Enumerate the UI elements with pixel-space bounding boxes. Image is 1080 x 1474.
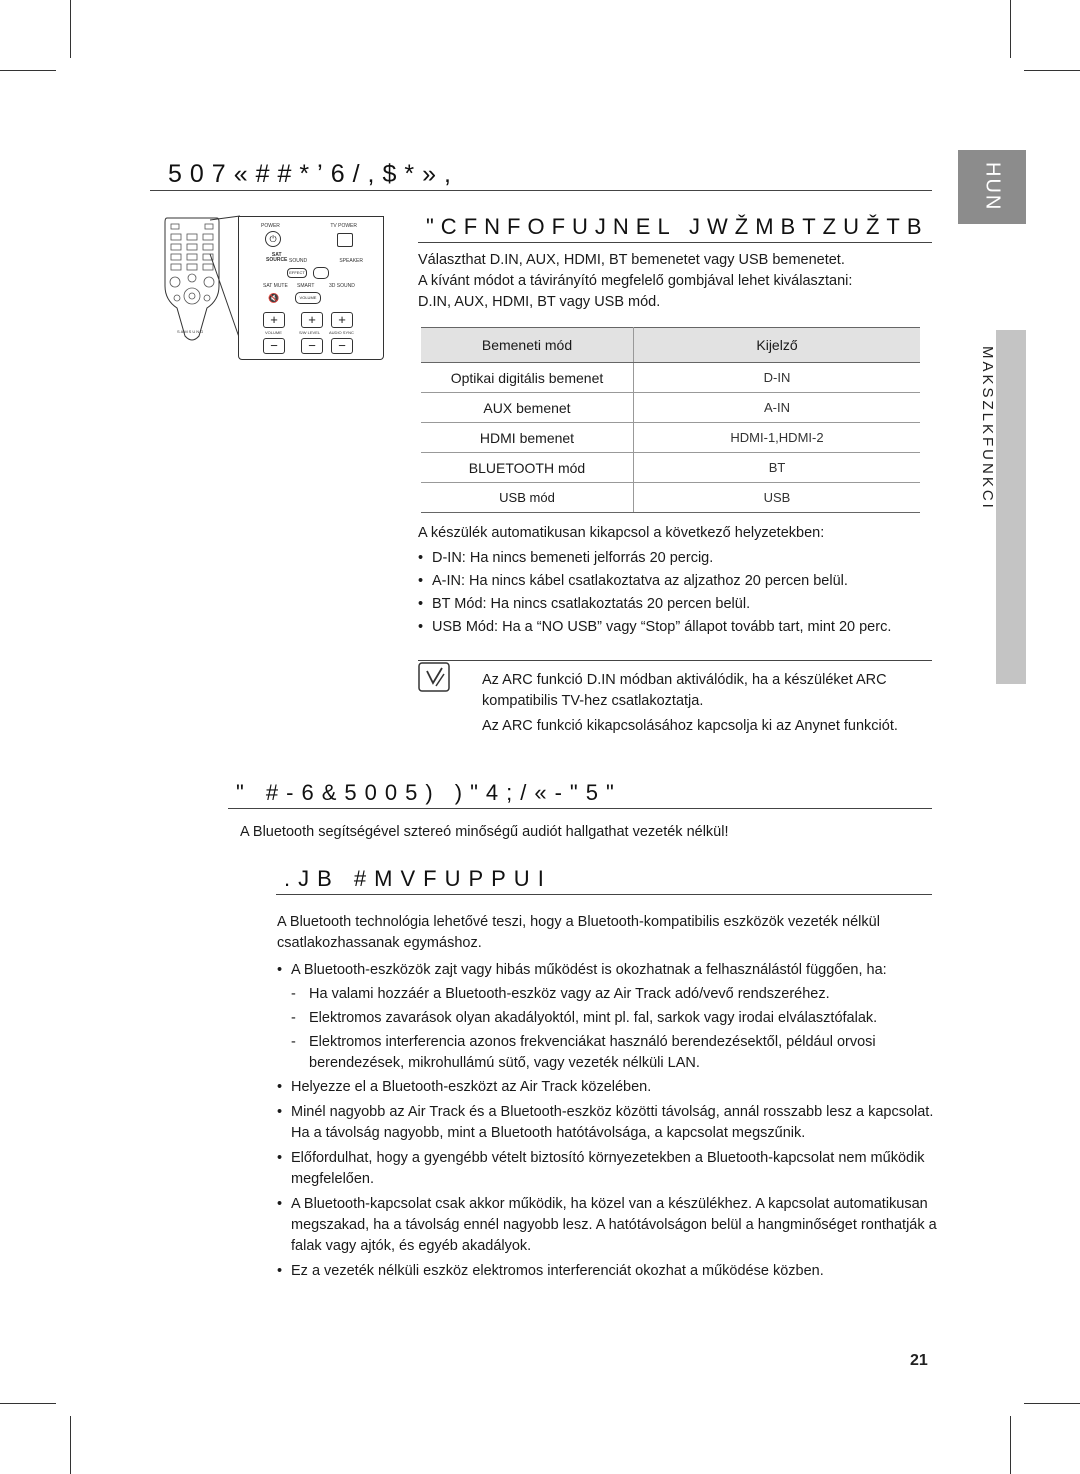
section-heading-bluetooth: " #-6&5005) )"4;/«-"5" [236,780,622,805]
page-title: 507«##*’6/,$*», [168,160,459,188]
crop-mark [1010,1416,1011,1474]
list-item-text: • A Bluetooth-eszközök zajt vagy hibás működést is okozhatnak a felhasználástól függően, ha: [291,962,887,978]
table-cell: USB mód [421,483,634,513]
auto-off-list [418,547,938,639]
table-cell: HDMI bemenet [421,423,634,453]
table-cell: BT [634,453,921,483]
table-cell: HDMI-1,HDMI-2 [634,423,921,453]
table-row [421,423,920,453]
dash-item: - Elektromos zavarások olyan akadályoktól, mint pl. fal, sarkok vagy irodai elválasztófalak. [291,1008,937,1029]
divider [228,808,932,809]
power-label: POWER [261,223,280,229]
auto-off-intro: A készülék automatikusan kikapcsol a következő helyzetekben: [418,525,825,541]
bluetooth-intro-paragraph: A Bluetooth technológia lehetővé teszi, hogy a Bluetooth-kompatibilis eszközök vezeték nélkül csatlakozhassanak egymáshoz. [277,914,880,951]
list-item: • Helyezze el a Bluetooth-eszközt az Air Track közelében. [277,1077,937,1098]
table-row [421,363,920,393]
table-row [421,483,920,513]
3d-sound-label: 3D SOUND [329,283,355,289]
page-number: 21 [910,1352,928,1369]
divider [418,660,932,661]
language-label: HUN [981,162,1004,212]
table-header: Kijelző [634,328,921,363]
table-header: Bemeneti mód [421,328,634,363]
smart-icon [313,267,329,279]
table-header-row [421,328,920,363]
divider [150,190,932,191]
crop-mark [70,1416,71,1474]
audio-sync-label: AUDIO SYNC [329,330,354,335]
list-item: • A Bluetooth-kapcsolat csak akkor működik, ha közel van a készülékhez. A kapcsolat automatikusan megszakad, ha a távolság ennél nagyobb lesz. A hatótávolságon belül a hangminőséget ronthatják a falak vagy ajtók, és egyéb akadályok. [277,1194,937,1257]
volume-label: VOLUME [265,330,282,335]
source-label: SOURCE [266,257,288,263]
divider [418,242,932,243]
list-item: • Előfordulhat, hogy a gyengébb vételt biztosító környezetekben a Bluetooth-kapcsolat nem működik megfelelően. [277,1148,937,1190]
list-item: • A-IN: Ha nincs kábel csatlakoztatva az aljzathoz 20 percen belül. [418,570,938,593]
sat-label: SAT [271,252,282,258]
crop-mark [1024,70,1080,71]
note-icon [418,662,450,692]
list-item-text: • Minél nagyobb az Air Track és a Bluetooth-eszköz közötti távolság, annál rosszabb lesz a kapcsolat. [291,1104,934,1120]
language-tab [958,150,1026,224]
intro-line: A kívánt módot a távirányító megfelelő gombjával lehet kiválasztani: [418,273,853,289]
sat-mute-label: SAT MUTE [263,283,288,289]
remote-zoom-panel [238,216,384,360]
sw-level-label: S/W LEVEL [299,330,321,335]
list-item: • BT Mód: Ha nincs csatlakoztatás 20 percen belül. [418,593,938,616]
sound-label: SOUND [289,258,308,264]
bluetooth-bullets [277,960,937,1282]
mute-icon: 🔇 [268,293,280,303]
section-heading-input-mode: "CFNFOFUJNEL JWŽMBTZUŽTB [426,214,929,239]
smart-label: SMART [297,283,315,289]
list-item-text: Ha a távolság nagyobb, mint a Bluetooth hatótávolsága, a kapcsolat megszűnik. [291,1125,806,1141]
dash-list [291,984,937,1074]
sw-minus-icon: − [301,338,323,354]
bluetooth-intro: A Bluetooth segítségével sztereó minőségű audiót hallgathat vezeték nélkül! [240,824,729,840]
volume-plus-icon: + [263,312,285,328]
input-mode-table [421,327,920,513]
crop-mark [0,70,56,71]
effect-button: EFFECT [287,268,307,278]
tv-power-icon [337,233,353,247]
dash-item: - Ha valami hozzáér a Bluetooth-eszköz vagy az Air Track adó/vevő rendszeréhez. [291,984,937,1005]
dash-item: - Elektromos interferencia azonos frekvenciákat használó berendezésektől, például orvosi berendezések, mikrohullámú sütő, vagy vezeték nélküli LAN. [291,1032,937,1074]
power-icon: ⏻ [265,231,281,247]
intro-line: D.IN, AUX, HDMI, BT vagy USB mód. [418,294,661,310]
crop-mark [1024,1403,1080,1404]
crop-mark [0,1403,56,1404]
list-item: • Ez a vezeték nélküli eszköz elektromos interferenciát okozhat a működése közben. [277,1261,937,1282]
sat-source-label [266,253,287,263]
table-cell: AUX bemenet [421,393,634,423]
crop-mark [1010,0,1011,58]
section-side-label: MAKSZLKFUNKCI [979,346,996,511]
table-cell: USB [634,483,921,513]
list-item: • USB Mód: Ha a “NO USB” vagy “Stop” állapot tovább tart, mint 20 perc. [418,616,938,639]
sync-plus-icon: + [331,312,353,328]
intro-line: Választhat D.IN, AUX, HDMI, BT bemenetet vagy USB bemenetet. [418,252,845,268]
list-item [277,1102,937,1144]
auto-off-section [418,523,938,639]
tv-power-label: TV POWER [330,223,357,229]
table-cell: D-IN [634,363,921,393]
divider [276,894,932,895]
table-cell: Optikai digitális bemenet [421,363,634,393]
remote-brand: SAMSUNG [177,329,205,334]
volume-minus-icon: − [263,338,285,354]
volume-button: VOLUME [295,292,321,304]
table-cell: BLUETOOTH mód [421,453,634,483]
bluetooth-info [277,912,937,1282]
note-line: Az ARC funkció D.IN módban aktiválódik, ha a készüléket ARC kompatibilis TV-hez csatlakoztatja. [482,672,887,709]
note-text [482,670,932,737]
note-line: Az ARC funkció kikapcsolásához kapcsolja ki az Anynet funkciót. [482,718,898,734]
crop-mark [70,0,71,58]
table-cell: A-IN [634,393,921,423]
sync-minus-icon: − [331,338,353,354]
list-item: • D-IN: Ha nincs bemeneti jelforrás 20 percig. [418,547,938,570]
input-mode-intro [418,250,934,313]
sw-plus-icon: + [301,312,323,328]
table-row [421,393,920,423]
list-item [277,960,937,1074]
section-heading-what-is-bluetooth: .JB #MVFUPPUI [284,866,552,891]
speaker-label: SPEAKER [339,258,363,264]
table-row [421,453,920,483]
